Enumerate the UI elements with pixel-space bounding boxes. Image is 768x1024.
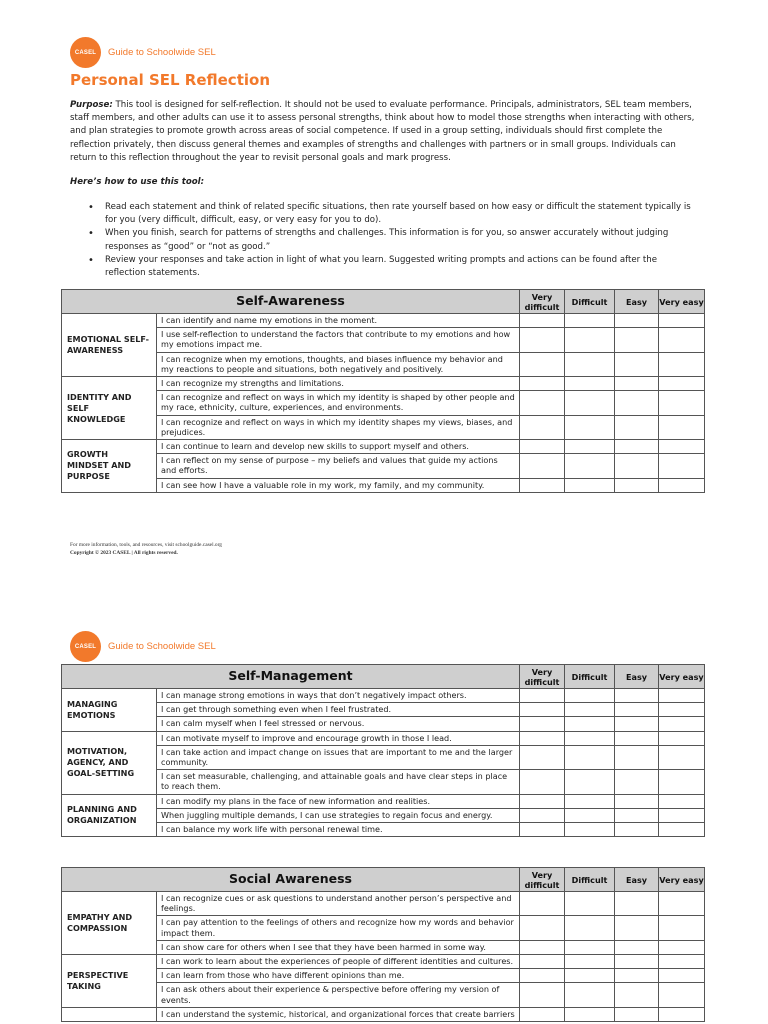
howto-heading: Here’s how to use this tool: [70, 177, 205, 187]
section-header-row [62, 868, 705, 892]
statement-row [62, 454, 705, 478]
rating-cell-very-difficult[interactable] [520, 377, 565, 391]
rating-cell-very-easy[interactable] [659, 940, 705, 954]
rating-cell-difficult[interactable] [565, 328, 615, 352]
rating-cell-easy[interactable] [615, 440, 659, 454]
rating-cell-very-easy[interactable] [659, 916, 705, 940]
statement-text: I can recognize and reflect on ways in which my identity shapes my views, biases, and prejudices. [157, 415, 520, 439]
rating-header: Easy [615, 290, 659, 314]
rating-cell-difficult[interactable] [565, 703, 615, 717]
category-label: GROWTH MINDSET AND PURPOSE [62, 440, 157, 493]
rating-cell-very-difficult[interactable] [520, 454, 565, 478]
rating-cell-easy[interactable] [615, 703, 659, 717]
rating-cell-very-difficult[interactable] [520, 314, 565, 328]
category-label: PLANNING AND ORGANIZATION [62, 794, 157, 837]
statement-text: I can recognize when my emotions, thoughts, and biases influence my behavior and my reactions to people and situations, both negatively and positively. [157, 352, 520, 376]
statement-row [62, 808, 705, 822]
rating-cell-very-easy[interactable] [659, 454, 705, 478]
statement-row [62, 440, 705, 454]
brand-header [70, 37, 216, 68]
rating-cell-easy[interactable] [615, 717, 659, 731]
rating-cell-difficult[interactable] [565, 440, 615, 454]
reflection-table [61, 664, 705, 837]
statement-text: I can recognize my strengths and limitations. [157, 377, 520, 391]
category-label: EMPATHY AND COMPASSION [62, 892, 157, 955]
rating-cell-very-difficult[interactable] [520, 983, 565, 1007]
rating-cell-difficult[interactable] [565, 770, 615, 794]
statement-row [62, 328, 705, 352]
rating-cell-easy[interactable] [615, 478, 659, 492]
rating-header: Easy [615, 665, 659, 689]
page-title: Personal SEL Reflection [70, 71, 270, 89]
category-label: PERSPECTIVE TAKING [62, 955, 157, 1008]
rating-cell-very-easy[interactable] [659, 892, 705, 916]
brand-header [70, 631, 216, 662]
statement-row [62, 377, 705, 391]
rating-cell-difficult[interactable] [565, 983, 615, 1007]
statement-row [62, 415, 705, 439]
statement-row [62, 717, 705, 731]
statement-text: I can motivate myself to improve and encourage growth in those I lead. [157, 731, 520, 745]
statement-row [62, 823, 705, 837]
rating-cell-very-difficult[interactable] [520, 689, 565, 703]
casel-logo: CASEL [70, 631, 101, 662]
statement-text: I can calm myself when I feel stressed or nervous. [157, 717, 520, 731]
rating-cell-difficult[interactable] [565, 717, 615, 731]
section-header-row [62, 290, 705, 314]
rating-cell-very-difficult[interactable] [520, 703, 565, 717]
statement-text: When juggling multiple demands, I can use strategies to regain focus and energy. [157, 808, 520, 822]
rating-cell-very-easy[interactable] [659, 352, 705, 376]
rating-cell-difficult[interactable] [565, 892, 615, 916]
footer-copyright: Copyright © 2023 CASEL | All rights reserved. [70, 549, 178, 556]
rating-cell-easy[interactable] [615, 745, 659, 769]
rating-cell-very-easy[interactable] [659, 969, 705, 983]
statement-text: I can take action and impact change on issues that are important to me and the larger community. [157, 745, 520, 769]
statement-row [62, 478, 705, 492]
statement-text: I can see how I have a valuable role in my work, my family, and my community. [157, 478, 520, 492]
rating-cell-very-difficult[interactable] [520, 955, 565, 969]
rating-cell-very-easy[interactable] [659, 770, 705, 794]
rating-cell-difficult[interactable] [565, 415, 615, 439]
rating-cell-very-difficult[interactable] [520, 823, 565, 837]
statement-text: I can recognize and reflect on ways in which my identity is shaped by other people and my race, ethnicity, culture, experiences, and environments. [157, 391, 520, 415]
rating-cell-difficult[interactable] [565, 745, 615, 769]
purpose-paragraph [70, 99, 700, 165]
statement-row [62, 983, 705, 1007]
rating-cell-very-difficult[interactable] [520, 1007, 565, 1021]
rating-cell-easy[interactable] [615, 983, 659, 1007]
rating-cell-very-easy[interactable] [659, 808, 705, 822]
rating-cell-easy[interactable] [615, 808, 659, 822]
purpose-text: This tool is designed for self-reflection. It should not be used to evaluate performance. Principals, administrators, SEL team members, staff members, and other adults can use it to assess personal strengths, think about how to model those strengths when interacting with others, and plan strategies to promote growth across areas of social competence. If used in a group setting, individuals should first complete the reflection privately, then discuss general themes and examples of strengths and challenges with partners or in small groups. Individuals can return to this reflection throughout the year to revisit personal goals and mark progress. [70, 100, 695, 163]
section-title: Social Awareness [62, 868, 520, 892]
rating-cell-easy[interactable] [615, 1007, 659, 1021]
rating-cell-very-difficult[interactable] [520, 440, 565, 454]
statement-text: I can work to learn about the experiences of people of different identities and cultures. [157, 955, 520, 969]
rating-cell-difficult[interactable] [565, 940, 615, 954]
rating-cell-difficult[interactable] [565, 823, 615, 837]
rating-cell-very-difficult[interactable] [520, 478, 565, 492]
rating-cell-very-easy[interactable] [659, 823, 705, 837]
rating-cell-difficult[interactable] [565, 969, 615, 983]
statement-text: I can show care for others when I see that they have been harmed in some way. [157, 940, 520, 954]
statement-row [62, 969, 705, 983]
rating-header: Difficult [565, 665, 615, 689]
statement-text: I can continue to learn and develop new skills to support myself and others. [157, 440, 520, 454]
rating-cell-very-easy[interactable] [659, 689, 705, 703]
statement-text: I can identify and name my emotions in the moment. [157, 314, 520, 328]
rating-cell-difficult[interactable] [565, 377, 615, 391]
statement-row [62, 892, 705, 916]
page-footer [70, 542, 222, 557]
rating-cell-very-difficult[interactable] [520, 916, 565, 940]
rating-cell-difficult[interactable] [565, 794, 615, 808]
rating-cell-easy[interactable] [615, 940, 659, 954]
rating-header: Very difficult [520, 868, 565, 892]
reflection-table [61, 289, 705, 493]
purpose-label: Purpose: [70, 100, 113, 110]
rating-cell-difficult[interactable] [565, 689, 615, 703]
rating-cell-very-difficult[interactable] [520, 892, 565, 916]
rating-cell-very-easy[interactable] [659, 328, 705, 352]
rating-cell-very-easy[interactable] [659, 745, 705, 769]
rating-cell-easy[interactable] [615, 770, 659, 794]
rating-header: Very easy [659, 290, 705, 314]
statement-row [62, 940, 705, 954]
statement-text: I can get through something even when I feel frustrated. [157, 703, 520, 717]
instruction-item: • Read each statement and think of related specific situations, then rate yourself based on how easy or difficult the statement typically is for you (very difficult, difficult, easy, or very easy for you to do). [88, 201, 698, 227]
reflection-table [61, 867, 705, 1022]
instruction-list [88, 201, 698, 280]
instruction-item: • When you finish, search for patterns of strengths and challenges. This information is for you, so answer accurately without judging responses as “good” or “not as good.” [88, 227, 698, 253]
rating-cell-very-easy[interactable] [659, 377, 705, 391]
rating-header: Easy [615, 868, 659, 892]
statement-text: I can recognize cues or ask questions to understand another person’s perspective and feelings. [157, 892, 520, 916]
rating-cell-very-easy[interactable] [659, 703, 705, 717]
rating-cell-easy[interactable] [615, 689, 659, 703]
statement-row [62, 770, 705, 794]
rating-cell-easy[interactable] [615, 955, 659, 969]
rating-cell-very-difficult[interactable] [520, 969, 565, 983]
rating-cell-very-difficult[interactable] [520, 940, 565, 954]
statement-row [62, 689, 705, 703]
rating-cell-difficult[interactable] [565, 391, 615, 415]
rating-cell-easy[interactable] [615, 314, 659, 328]
rating-cell-very-easy[interactable] [659, 983, 705, 1007]
rating-cell-very-easy[interactable] [659, 415, 705, 439]
statement-text: I can set measurable, challenging, and attainable goals and have clear steps in place to reach them. [157, 770, 520, 794]
rating-cell-easy[interactable] [615, 377, 659, 391]
rating-cell-easy[interactable] [615, 892, 659, 916]
rating-cell-easy[interactable] [615, 731, 659, 745]
statement-text: I can reflect on my sense of purpose – my beliefs and values that guide my actions and efforts. [157, 454, 520, 478]
rating-cell-difficult[interactable] [565, 808, 615, 822]
statement-row [62, 916, 705, 940]
rating-cell-easy[interactable] [615, 415, 659, 439]
rating-cell-very-difficult[interactable] [520, 770, 565, 794]
rating-cell-very-difficult[interactable] [520, 717, 565, 731]
statement-text: I can ask others about their experience & perspective before offering my version of events. [157, 983, 520, 1007]
statement-text: I can learn from those who have different opinions than me. [157, 969, 520, 983]
statement-row [62, 1007, 705, 1021]
statement-row [62, 703, 705, 717]
section-title: Self-Awareness [62, 290, 520, 314]
category-label: EMOTIONAL SELF-AWARENESS [62, 314, 157, 377]
guide-title: Guide to Schoolwide SEL [108, 641, 216, 652]
section-header-row [62, 665, 705, 689]
category-label [62, 1007, 157, 1021]
rating-cell-very-easy[interactable] [659, 794, 705, 808]
statement-row [62, 794, 705, 808]
rating-cell-difficult[interactable] [565, 731, 615, 745]
rating-cell-very-easy[interactable] [659, 314, 705, 328]
rating-cell-easy[interactable] [615, 969, 659, 983]
casel-logo: CASEL [70, 37, 101, 68]
rating-cell-easy[interactable] [615, 328, 659, 352]
rating-cell-difficult[interactable] [565, 916, 615, 940]
rating-cell-very-easy[interactable] [659, 440, 705, 454]
guide-title: Guide to Schoolwide SEL [108, 47, 216, 58]
statement-row [62, 745, 705, 769]
rating-cell-very-easy[interactable] [659, 478, 705, 492]
instruction-item: • Review your responses and take action in light of what you learn. Suggested writing prompts and actions can be found after the reflection statements. [88, 254, 698, 280]
section-title: Self-Management [62, 665, 520, 689]
category-label: MANAGING EMOTIONS [62, 689, 157, 732]
category-label: MOTIVATION, AGENCY, AND GOAL-SETTING [62, 731, 157, 794]
rating-header: Very easy [659, 868, 705, 892]
statement-row [62, 391, 705, 415]
rating-cell-difficult[interactable] [565, 478, 615, 492]
rating-cell-difficult[interactable] [565, 955, 615, 969]
category-label: IDENTITY AND SELF KNOWLEDGE [62, 377, 157, 440]
rating-header: Very easy [659, 665, 705, 689]
rating-cell-very-easy[interactable] [659, 955, 705, 969]
rating-cell-easy[interactable] [615, 916, 659, 940]
statement-text: I can understand the systemic, historical, and organizational forces that create barriers [157, 1007, 520, 1021]
statement-row [62, 314, 705, 328]
rating-cell-difficult[interactable] [565, 1007, 615, 1021]
rating-cell-very-difficult[interactable] [520, 328, 565, 352]
rating-cell-very-easy[interactable] [659, 717, 705, 731]
rating-cell-difficult[interactable] [565, 454, 615, 478]
rating-cell-very-easy[interactable] [659, 731, 705, 745]
statement-text: I can balance my work life with personal renewal time. [157, 823, 520, 837]
rating-cell-easy[interactable] [615, 823, 659, 837]
footer-info: For more information, tools, and resources, visit schoolguide.casel.org [70, 542, 223, 548]
rating-cell-easy[interactable] [615, 352, 659, 376]
rating-cell-easy[interactable] [615, 454, 659, 478]
statement-text: I use self-reflection to understand the factors that contribute to my emotions and how my emotions impact me. [157, 328, 520, 352]
rating-cell-easy[interactable] [615, 794, 659, 808]
rating-cell-easy[interactable] [615, 391, 659, 415]
rating-cell-very-difficult[interactable] [520, 794, 565, 808]
rating-cell-difficult[interactable] [565, 314, 615, 328]
rating-cell-very-difficult[interactable] [520, 391, 565, 415]
rating-cell-very-difficult[interactable] [520, 731, 565, 745]
rating-cell-very-difficult[interactable] [520, 808, 565, 822]
rating-cell-very-difficult[interactable] [520, 745, 565, 769]
rating-cell-very-difficult[interactable] [520, 415, 565, 439]
statement-row [62, 731, 705, 745]
rating-cell-very-easy[interactable] [659, 1007, 705, 1021]
statement-row [62, 955, 705, 969]
rating-cell-very-difficult[interactable] [520, 352, 565, 376]
rating-cell-difficult[interactable] [565, 352, 615, 376]
rating-cell-very-easy[interactable] [659, 391, 705, 415]
rating-header: Very difficult [520, 290, 565, 314]
statement-text: I can pay attention to the feelings of others and recognize how my words and behavior impact them. [157, 916, 520, 940]
rating-header: Difficult [565, 290, 615, 314]
statement-text: I can manage strong emotions in ways that don’t negatively impact others. [157, 689, 520, 703]
rating-header: Very difficult [520, 665, 565, 689]
statement-row [62, 352, 705, 376]
statement-text: I can modify my plans in the face of new information and realities. [157, 794, 520, 808]
rating-header: Difficult [565, 868, 615, 892]
